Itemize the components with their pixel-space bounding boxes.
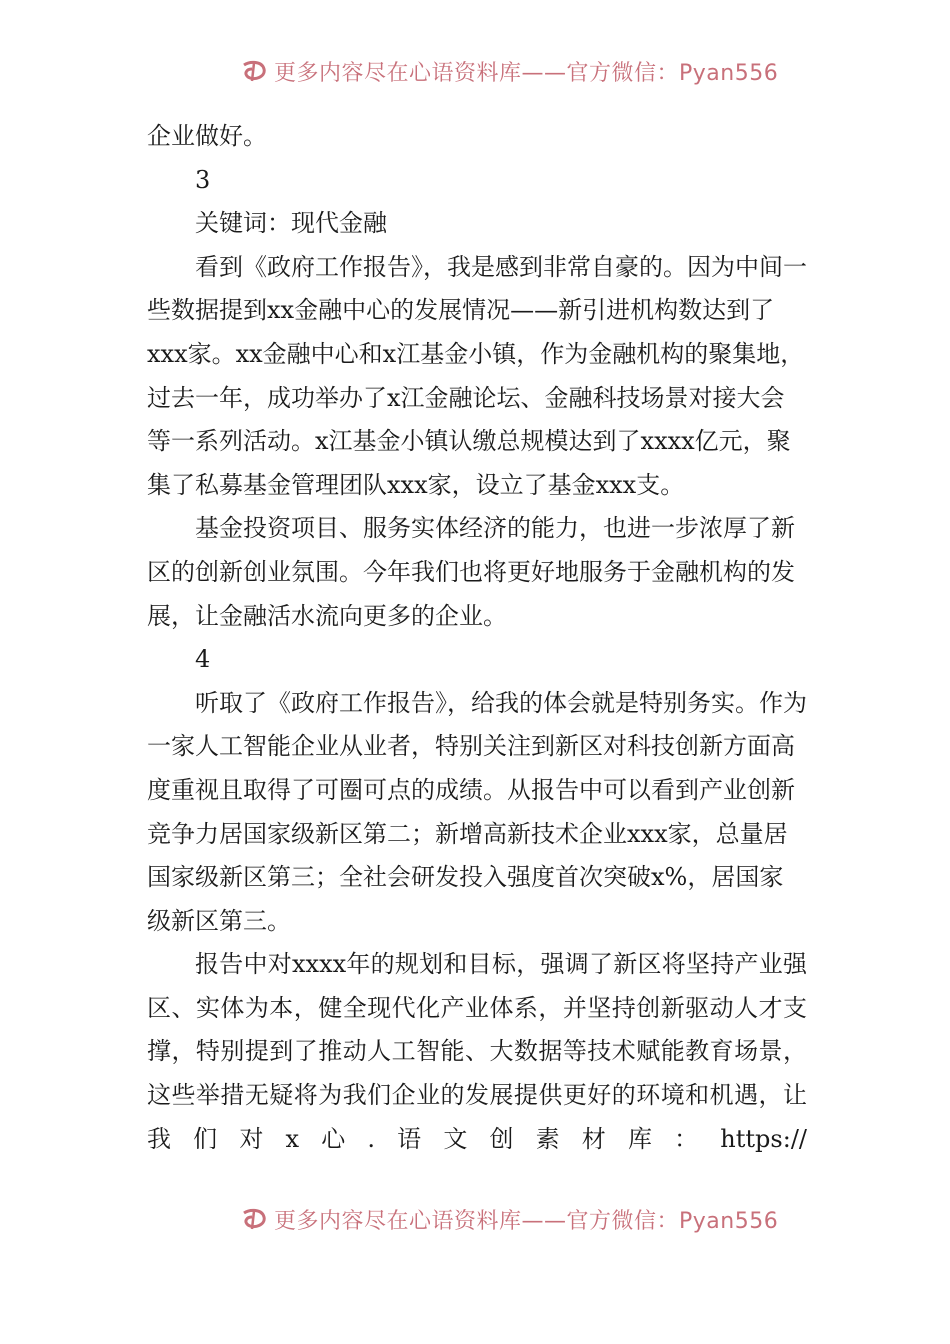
header-watermark (240, 56, 779, 86)
document-body (147, 115, 807, 1161)
paragraph: 看到《政府工作报告》，我是感到非常自豪的。因为中间一些数据提到xx金融中心的发展情况——新引进机构数达到了xxx家。xx金融中心和x江基金小镇，作为金融机构的聚集地，过去一年，成功举办了x江金融论坛、金融科技场景对接大会等一系列活动。x江基金小镇认缴总规模达到了xxxx亿元，聚集了私募基金管理团队xxx家，设立了基金xxx支。 (147, 252, 807, 499)
paragraph: 企业做好。 (147, 122, 267, 150)
logo-icon (240, 59, 268, 83)
section-number: 4 (195, 645, 211, 674)
paragraph: 基金投资项目、服务实体经济的能力，也进一步浓厚了新区的创新创业氛围。今年我们也将更好地服务于金融机构的发展，让金融活水流向更多的企业。 (147, 514, 795, 630)
paragraph: 听取了《政府工作报告》，给我的体会就是特别务实。作为一家人工智能企业从业者，特别关注到新区对科技创新方面高度重视且取得了可圈可点的成绩。从报告中可以看到产业创新竞争力居国家级新区第二；新增高新技术企业xxx家，总量居国家级新区第三；全社会研发投入强度首次突破x%，居国家级新区第三。 (147, 688, 807, 935)
watermark-text: 更多内容尽在心语资料库——官方微信：Pyan556 (274, 1208, 779, 1234)
footer-watermark (240, 1204, 779, 1234)
logo-icon (240, 1207, 268, 1231)
watermark-text: 更多内容尽在心语资料库——官方微信：Pyan556 (274, 60, 779, 86)
paragraph: 报告中对xxxx年的规划和目标，强调了新区将坚持产业强区、实体为本，健全现代化产业体系，并坚持创新驱动人才支撑，特别提到了推动人工智能、大数据等技术赋能教育场景，这些举措无疑将为我们企业的发展提供更好的环境和机遇，让我们对x心.语文创素材库：https:// (147, 950, 807, 1153)
section-number: 3 (195, 165, 211, 194)
keyword-line: 关键词：现代金融 (195, 209, 387, 238)
